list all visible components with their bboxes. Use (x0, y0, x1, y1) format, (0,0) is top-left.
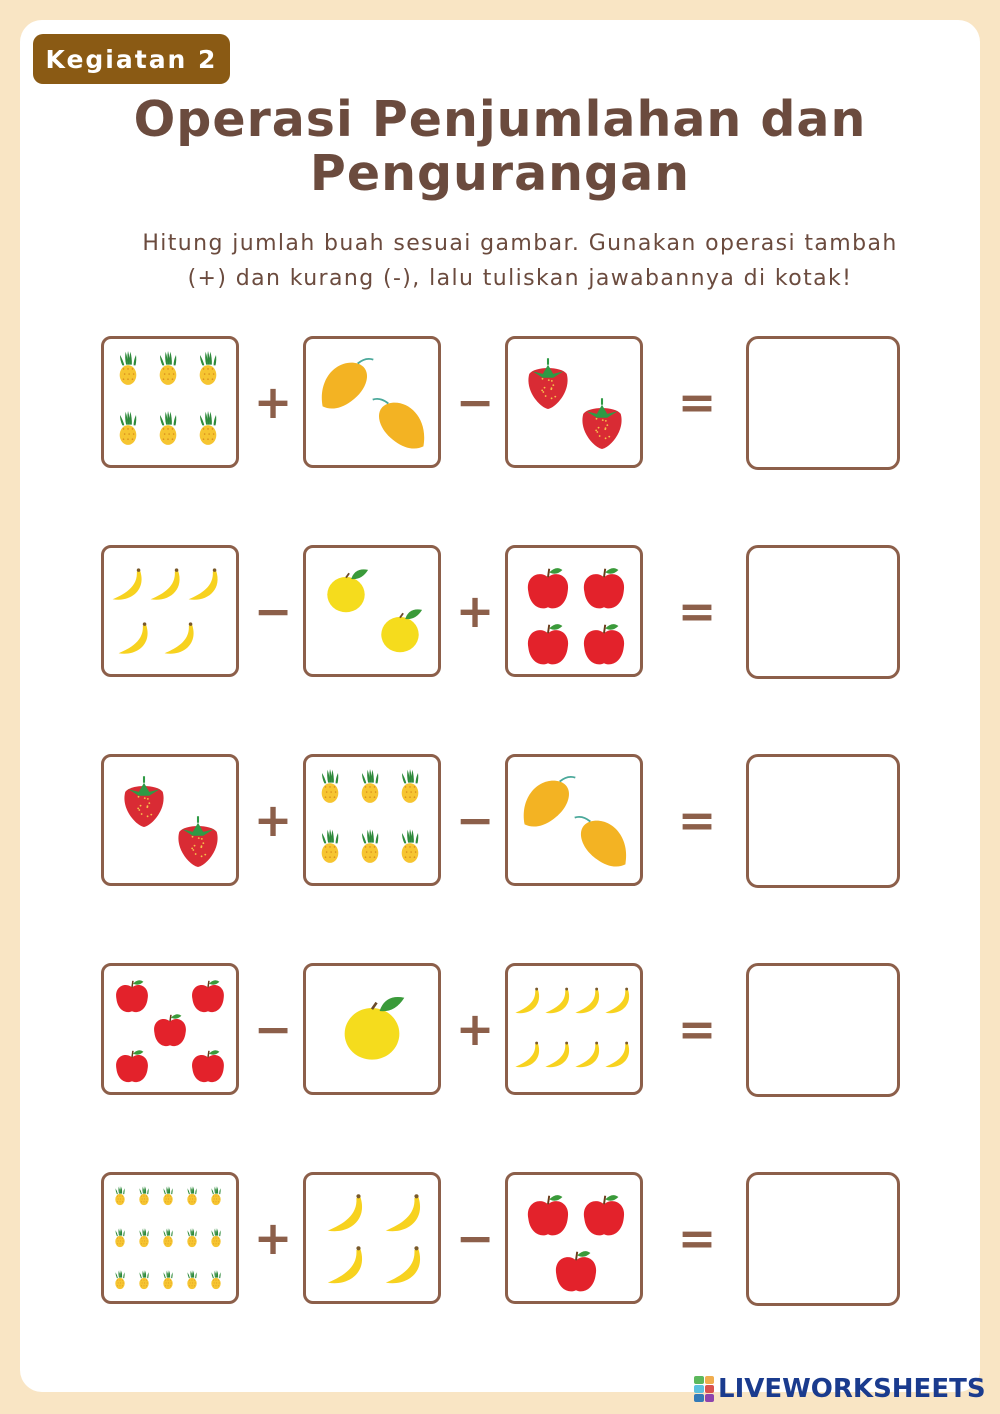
pineapple-icon (402, 769, 419, 803)
banana-icon (515, 988, 539, 1014)
apple-icon (192, 1050, 224, 1082)
apple-icon (584, 624, 624, 664)
problem-3-mango-picture (508, 757, 640, 883)
problem-row-5 (0, 1172, 1000, 1308)
apple-icon (528, 1195, 568, 1235)
pineapple-icon (187, 1228, 196, 1247)
instructions-line-2: (+) dan kurang (-), lalu tuliskan jawabannya di kotak! (187, 266, 853, 291)
pineapple-icon (211, 1186, 220, 1205)
equals-sign: = (677, 1002, 717, 1056)
plus-sign: + (253, 375, 293, 429)
pineapple-icon (163, 1270, 172, 1289)
problem-1-strawberry-picture (508, 339, 640, 465)
fruit-box (505, 754, 643, 886)
pineapple-icon (139, 1228, 148, 1247)
problem-1-pineapple-picture (104, 339, 236, 465)
page-title (60, 93, 940, 201)
apple-icon (556, 1251, 596, 1291)
strawberry-icon (528, 358, 567, 409)
equals-sign: = (677, 793, 717, 847)
pineapple-icon (115, 1186, 124, 1205)
banana-icon (386, 1246, 420, 1283)
strawberry-icon (582, 398, 621, 449)
fruit-box (505, 545, 643, 677)
banana-icon (515, 1042, 539, 1068)
banana-icon (189, 568, 218, 599)
banana-icon (605, 988, 629, 1014)
apple-icon (584, 568, 624, 608)
problem-1-mango-picture (306, 339, 438, 465)
pineapple-icon (115, 1270, 124, 1289)
banana-icon (165, 622, 194, 653)
problem-2-banana-picture (104, 548, 236, 674)
mango-icon (524, 777, 576, 827)
plus-sign: + (455, 1002, 495, 1056)
page-title-text: Operasi Penjumlahan dan Pengurangan (133, 91, 867, 202)
activity-badge: Kegiatan 2 (33, 34, 230, 84)
banana-icon (545, 1042, 569, 1068)
fruit-box (505, 336, 643, 468)
banana-icon (545, 988, 569, 1014)
problem-row-3 (0, 754, 1000, 890)
minus-sign: − (253, 1002, 293, 1056)
fruit-box (303, 754, 441, 886)
fruit-box (303, 336, 441, 468)
pineapple-icon (160, 411, 177, 445)
liveworksheets-logo (694, 1374, 986, 1404)
pineapple-icon (139, 1186, 148, 1205)
pineapple-icon (362, 829, 379, 863)
plus-sign: + (253, 793, 293, 847)
apple-icon (154, 1014, 186, 1046)
problem-2-lemon-picture (306, 548, 438, 674)
problem-3-strawberry-picture (104, 757, 236, 883)
pineapple-icon (200, 411, 217, 445)
minus-sign: − (455, 1211, 495, 1265)
problem-5-pineapple-picture (104, 1175, 236, 1301)
fruit-box (303, 545, 441, 677)
problem-5-apple-picture (508, 1175, 640, 1301)
banana-icon (575, 1042, 599, 1068)
pineapple-icon (187, 1186, 196, 1205)
problem-5-banana-picture (306, 1175, 438, 1301)
pineapple-icon (160, 351, 177, 385)
minus-sign: − (455, 793, 495, 847)
minus-sign: − (253, 584, 293, 638)
answer-box[interactable] (746, 336, 900, 470)
minus-sign: − (455, 375, 495, 429)
answer-box[interactable] (746, 545, 900, 679)
apple-icon (116, 980, 148, 1012)
apple-icon (528, 568, 568, 608)
pineapple-icon (120, 351, 137, 385)
pineapple-icon (163, 1228, 172, 1247)
fruit-box (101, 1172, 239, 1304)
pineapple-icon (362, 769, 379, 803)
problem-4-apple-picture (104, 966, 236, 1092)
lemon-icon (345, 997, 405, 1060)
apple-icon (192, 980, 224, 1012)
pineapple-icon (211, 1270, 220, 1289)
fruit-box (505, 1172, 643, 1304)
problem-2-apple-picture (508, 548, 640, 674)
plus-sign: + (455, 584, 495, 638)
fruit-box (101, 754, 239, 886)
instructions (60, 226, 980, 296)
instructions-line-1: Hitung jumlah buah sesuai gambar. Gunakan operasi tambah (142, 231, 898, 256)
banana-icon (151, 568, 180, 599)
apple-icon (116, 1050, 148, 1082)
fruit-box (101, 963, 239, 1095)
banana-icon (605, 1042, 629, 1068)
banana-icon (575, 988, 599, 1014)
pineapple-icon (120, 411, 137, 445)
strawberry-icon (124, 776, 163, 827)
fruit-box (303, 963, 441, 1095)
problem-4-banana-picture (508, 966, 640, 1092)
equals-sign: = (677, 1211, 717, 1265)
mango-icon (575, 817, 627, 867)
answer-box[interactable] (746, 1172, 900, 1306)
banana-icon (386, 1194, 420, 1231)
problem-row-1 (0, 336, 1000, 472)
pineapple-icon (211, 1228, 220, 1247)
pineapple-icon (322, 769, 339, 803)
mango-icon (373, 399, 425, 449)
pineapple-icon (200, 351, 217, 385)
banana-icon (113, 568, 142, 599)
fruit-box (505, 963, 643, 1095)
strawberry-icon (178, 816, 217, 867)
pineapple-icon (163, 1186, 172, 1205)
apple-icon (528, 624, 568, 664)
problem-row-2 (0, 545, 1000, 681)
banana-icon (119, 622, 148, 653)
problem-4-lemon-picture (306, 966, 438, 1092)
fruit-box (101, 545, 239, 677)
apple-icon (584, 1195, 624, 1235)
equals-sign: = (677, 375, 717, 429)
banana-icon (328, 1246, 362, 1283)
pineapple-icon (139, 1270, 148, 1289)
lemon-icon (327, 569, 368, 612)
fruit-box (101, 336, 239, 468)
equals-sign: = (677, 584, 717, 638)
mango-icon (322, 359, 374, 409)
pineapple-icon (115, 1228, 124, 1247)
fruit-box (303, 1172, 441, 1304)
problem-3-pineapple-picture (306, 757, 438, 883)
lemon-icon (381, 609, 422, 652)
banana-icon (328, 1194, 362, 1231)
answer-box[interactable] (746, 754, 900, 888)
answer-box[interactable] (746, 963, 900, 1097)
liveworksheets-logo-icon (694, 1376, 714, 1402)
plus-sign: + (253, 1211, 293, 1265)
pineapple-icon (322, 829, 339, 863)
liveworksheets-logo-text: LIVEWORKSHEETS (718, 1374, 986, 1404)
pineapple-icon (187, 1270, 196, 1289)
pineapple-icon (402, 829, 419, 863)
problem-row-4 (0, 963, 1000, 1099)
